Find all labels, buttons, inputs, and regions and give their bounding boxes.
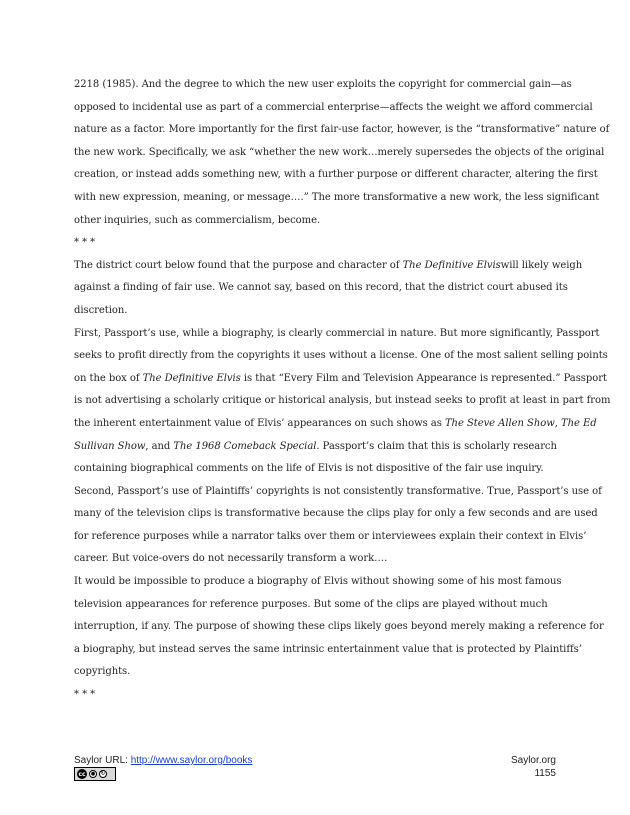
- cc-logo-icon: cc: [78, 770, 86, 778]
- text-run: will likely weigh: [500, 259, 583, 271]
- text-line: the new work. Specifically, we ask “whether the new work…merely supersedes the objects of the original: [74, 146, 605, 158]
- text-line: copyrights.: [74, 666, 131, 678]
- text-line: [74, 368, 607, 391]
- text-run: the inherent entertainment value of Elvis’ appearances on such shows as: [74, 417, 445, 429]
- paragraph-4: [74, 481, 602, 571]
- work-title: The Ed: [560, 417, 597, 429]
- text-line: [74, 436, 564, 459]
- text-line: for reference purposes while a narrator talks over them or interviewees explain their context in Elvis’: [74, 530, 587, 542]
- paragraph-5: [74, 571, 604, 684]
- text-line: First, Passport’s use, while a biography, is clearly commercial in nature. But more significantly, Passport: [74, 327, 600, 339]
- work-title: The 1968 Comeback Special: [173, 440, 317, 452]
- text-line: opposed to incidental use as part of a commercial enterprise—affects the weight we afford commercial: [74, 101, 593, 113]
- text-run: ,: [554, 417, 561, 429]
- text-line: nature as a factor. More importantly for the first fair-use factor, however, is the “transformative” nature of: [74, 124, 610, 136]
- section-separator: * * *: [74, 689, 96, 701]
- text-line: 2218 (1985). And the degree to which the new user exploits the copyright for commercial gain—as: [74, 79, 572, 90]
- paragraph-2: [74, 255, 583, 323]
- text-line: a biography, but instead serves the same intrinsic entertainment value that is protected by Plaintiffs’: [74, 643, 582, 655]
- footer-source: [74, 754, 252, 767]
- work-title: The Steve Allen Show: [444, 417, 555, 429]
- paragraph-1: [74, 74, 610, 232]
- attribution-icon: ●: [90, 771, 96, 777]
- text-line: career. But voice-overs do not necessarily transform a work….: [74, 553, 388, 565]
- text-line: [74, 413, 597, 436]
- work-title: Sullivan Show: [74, 440, 146, 452]
- document-body: [74, 74, 611, 707]
- text-run: , and: [145, 440, 174, 452]
- work-title: The Definitive Elvis: [142, 372, 241, 384]
- footer-site: Saylor.org: [510, 755, 556, 766]
- creative-commons-by-icon: [74, 767, 116, 781]
- text-line: with new expression, meaning, or message….” The more transformative a new work, the less significant: [74, 191, 600, 203]
- footer-url-label: Saylor URL:: [74, 755, 131, 766]
- section-separator: * * *: [74, 237, 96, 249]
- text-line: interruption, if any. The purpose of showing these clips likely goes beyond merely making a reference for: [74, 621, 604, 633]
- text-line: creation, or instead adds something new, with a further purpose or different character, altering the first: [74, 169, 598, 181]
- paragraph-3: [74, 323, 611, 481]
- text-line: containing biographical comments on the life of Elvis is not dispositive of the fair use inquiry.: [74, 463, 544, 475]
- text-line: other inquiries, such as commercialism, become.: [74, 214, 321, 226]
- work-title: The Definitive Elvis: [402, 259, 501, 271]
- text-run: The district court below found that the purpose and character of: [74, 259, 403, 271]
- text-run: is that “Every Film and Television Appearance is represented.” Passport: [240, 372, 607, 384]
- text-line: television appearances for reference purposes. But some of the clips are played without much: [74, 598, 548, 610]
- text-line: [74, 255, 583, 278]
- text-line: seeks to profit directly from the copyrights it uses without a license. One of the most salient selling points: [74, 350, 608, 362]
- saylor-books-link[interactable]: http://www.saylor.org/books: [130, 755, 253, 766]
- text-line: against a finding of fair use. We cannot say, based on this record, that the district court abused its: [74, 282, 568, 294]
- text-line: discretion.: [74, 304, 128, 316]
- footer-page-info: [511, 754, 556, 780]
- text-line: Second, Passport’s use of Plaintiffs’ copyrights is not consistently transformative. True, Passport’s use of: [74, 485, 602, 497]
- text-run: on the box of: [74, 372, 143, 384]
- page-number: 1155: [534, 768, 556, 779]
- text-line: many of the television clips is transformative because the clips play for only a few seconds and are used: [74, 508, 598, 520]
- text-line: is not advertising a scholarly critique or historical analysis, but instead seeks to profit at least in part from: [74, 395, 611, 407]
- text-run: . Passport’s claim that this is scholarly research: [316, 440, 557, 452]
- share-alike-icon: ↻: [100, 771, 106, 777]
- text-line: It would be impossible to produce a biography of Elvis without showing some of his most famous: [74, 576, 562, 588]
